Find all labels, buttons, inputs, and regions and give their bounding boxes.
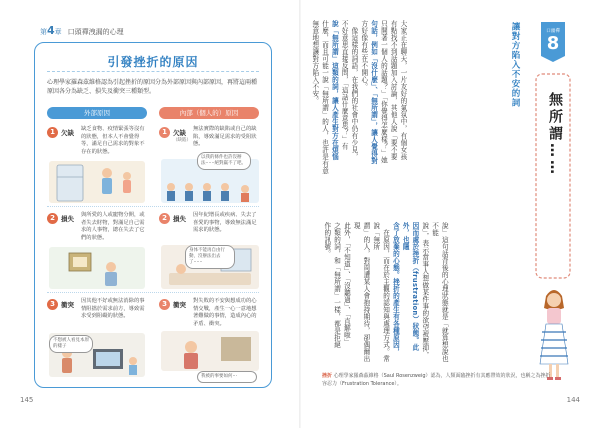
divider bbox=[47, 71, 259, 72]
left-page bbox=[0, 0, 299, 428]
body-line: 什麼，而且可能一說「無所謂」的人，也許是有意 bbox=[320, 20, 329, 174]
chapter-title: 口頭禪洩漏的心理 bbox=[67, 28, 124, 36]
row-number-badge: 2 bbox=[47, 213, 58, 224]
body-line: 有點找不到話題加入討論，其他人說「要不要 bbox=[389, 20, 398, 160]
body-line: 謂」的人，對周遭某人會抱持期待，卻偶爾出現 bbox=[352, 222, 370, 362]
row-label: 欠缺 bbox=[61, 129, 74, 137]
external-description: 與所愛的人或寵物分開，或者失去財物，對滿足自己需求的人事物，總在失去了它們的狀態。 bbox=[81, 212, 145, 241]
cause-row-lack bbox=[47, 123, 259, 207]
row-number-badge: 2 bbox=[159, 213, 170, 224]
row-number-badge: 1 bbox=[47, 127, 58, 138]
internal-description: 對失敗的不安與想成功的心情交戰，產生一心一意地想著難做的事情，造成內心的矛盾、衝突。 bbox=[193, 298, 257, 327]
body-line: 句話，例如「沒什麼」、「無所謂」，讓人覺得對 bbox=[369, 20, 378, 165]
row-number-badge: 1 bbox=[159, 127, 170, 138]
body-line: 說」這句話背後的心理狀態就是「就算想說也不能 bbox=[430, 222, 449, 362]
speech-bubble: 不想被人看見本原的樣子 bbox=[49, 335, 93, 353]
catchphrase-tab bbox=[541, 22, 565, 62]
page-number-left: 145 bbox=[20, 396, 34, 404]
internal-description: 無法實際的缺陷或自己的缺陷，導致滿足需求的受阻狀態。 bbox=[193, 126, 257, 147]
cause-row-loss bbox=[47, 209, 259, 293]
tab-label: 口頭禪 bbox=[546, 29, 560, 34]
internal-label: 欠缺 bbox=[173, 129, 186, 137]
row-divider bbox=[47, 292, 259, 293]
body-line: 方好像有些在不開心。 bbox=[359, 20, 368, 90]
chapter-suffix: 章 bbox=[54, 28, 62, 36]
caption-bubble: 我被的事要如何⋯ bbox=[197, 371, 257, 383]
tab-number: 8 bbox=[546, 33, 560, 54]
body-line: 無意地想讓對方陷入不安。 bbox=[310, 20, 319, 104]
card-intro: 心理學家羅森茲維格認為引起挫折的原因分為外部原因與內部原因，再將這兩種原因各分為缺乏、損失及衝突三種類型。 bbox=[47, 79, 258, 95]
thought-bubble: 身体不能再自由行動，沒辦法出去了⋯⋯ bbox=[185, 245, 235, 269]
body-line: 只開著一個人的話題？」「你覺得怎麼樣？」她 bbox=[379, 20, 388, 164]
chapter-header bbox=[40, 24, 124, 37]
body-line: 此外，「不知道」、「沒聽過」、「直解啦」 bbox=[342, 222, 351, 346]
footnote bbox=[322, 373, 554, 388]
catchphrase-card bbox=[534, 72, 572, 280]
thought-bubble: 以我的條件也許沒辦法⋯⋯絕對贏不了吧。 bbox=[197, 152, 251, 170]
body-line: 因而處於挫折（frustration）狀態。此外，也隱 bbox=[401, 222, 419, 351]
cause-row-conflict bbox=[47, 295, 259, 381]
body-line: 在原因，而在於主觀的認知與處理方式。常說「無所 bbox=[371, 222, 390, 362]
body-line: 作的訊號。 bbox=[322, 222, 331, 257]
frustration-causes-card bbox=[34, 42, 272, 388]
internal-description: 因年紀增長或疾病、失去了喜愛的事物，導致無法滿足需求的狀態。 bbox=[193, 212, 257, 233]
woman-illustration bbox=[534, 286, 574, 382]
external-description: 因其他不好或無法消除的事情阻擋於需求前方，導致需求受到阻礙的狀態。 bbox=[81, 298, 145, 319]
section-heading: 讓對方陷入不安的詞 bbox=[510, 22, 520, 108]
body-line: 之類的詞，和「無所謂」一樣，都是拒絕 bbox=[332, 222, 341, 348]
internal-label: 損失 bbox=[173, 215, 186, 223]
row-number-badge: 3 bbox=[47, 299, 58, 310]
footnote-keyword: 挫折 bbox=[322, 373, 333, 379]
right-page bbox=[301, 0, 600, 428]
column-header-external: 外部原因 bbox=[47, 107, 147, 119]
page-number-right: 144 bbox=[566, 396, 580, 404]
row-number-badge: 3 bbox=[159, 299, 170, 310]
row-label: 衝突 bbox=[61, 301, 74, 309]
internal-sublabel: （缺陷） bbox=[173, 138, 191, 143]
footnote-text: 心理學家羅森茲維格（Saul Rosenzweig）認為，人類面臨挫折有其應帶效的狀況，也稱之為挫折容忍力（Frustration Tolerance）。 bbox=[322, 373, 551, 387]
body-text-lower bbox=[321, 222, 448, 362]
body-line: 不好意思直接反問，「這話什麼意思？」有 bbox=[340, 20, 349, 150]
row-divider bbox=[47, 206, 259, 207]
illustration-grieving-person bbox=[49, 247, 145, 289]
card-title: 引發挫折的原因 bbox=[107, 55, 199, 69]
catchphrase-text: 無所謂…… bbox=[547, 92, 563, 177]
chapter-label: 第 bbox=[40, 28, 47, 36]
illustration-refrigerator bbox=[49, 161, 145, 203]
body-line: 說「無所謂」這類的詞，讓人產生對方在煩惱 bbox=[330, 20, 339, 160]
illustration-worried-woman bbox=[161, 331, 259, 371]
row-label: 損失 bbox=[61, 215, 74, 223]
column-header-internal: 內部（個人的）原因 bbox=[159, 107, 259, 119]
chapter-number: 4 bbox=[47, 24, 55, 37]
external-description: 缺乏食物、疫情緊張等沒有的狀態，但本人不會覺得等，滿足自己需求的對象不存在的狀態。 bbox=[81, 126, 145, 155]
internal-label: 衝突 bbox=[173, 301, 186, 309]
body-line: 說」，表示當事人想做某件事的欲望被壓抑， bbox=[420, 222, 429, 359]
body-line: 像這樣的詞語，在我們的社會中仍有少見， bbox=[349, 20, 358, 160]
body-line: 含了放棄的心態。挫折的產生有各種原因， bbox=[391, 222, 400, 355]
body-text-upper bbox=[309, 20, 407, 210]
body-line: 大家正在聊天，一片友好的氣氛中，有個女孩 bbox=[398, 20, 407, 160]
